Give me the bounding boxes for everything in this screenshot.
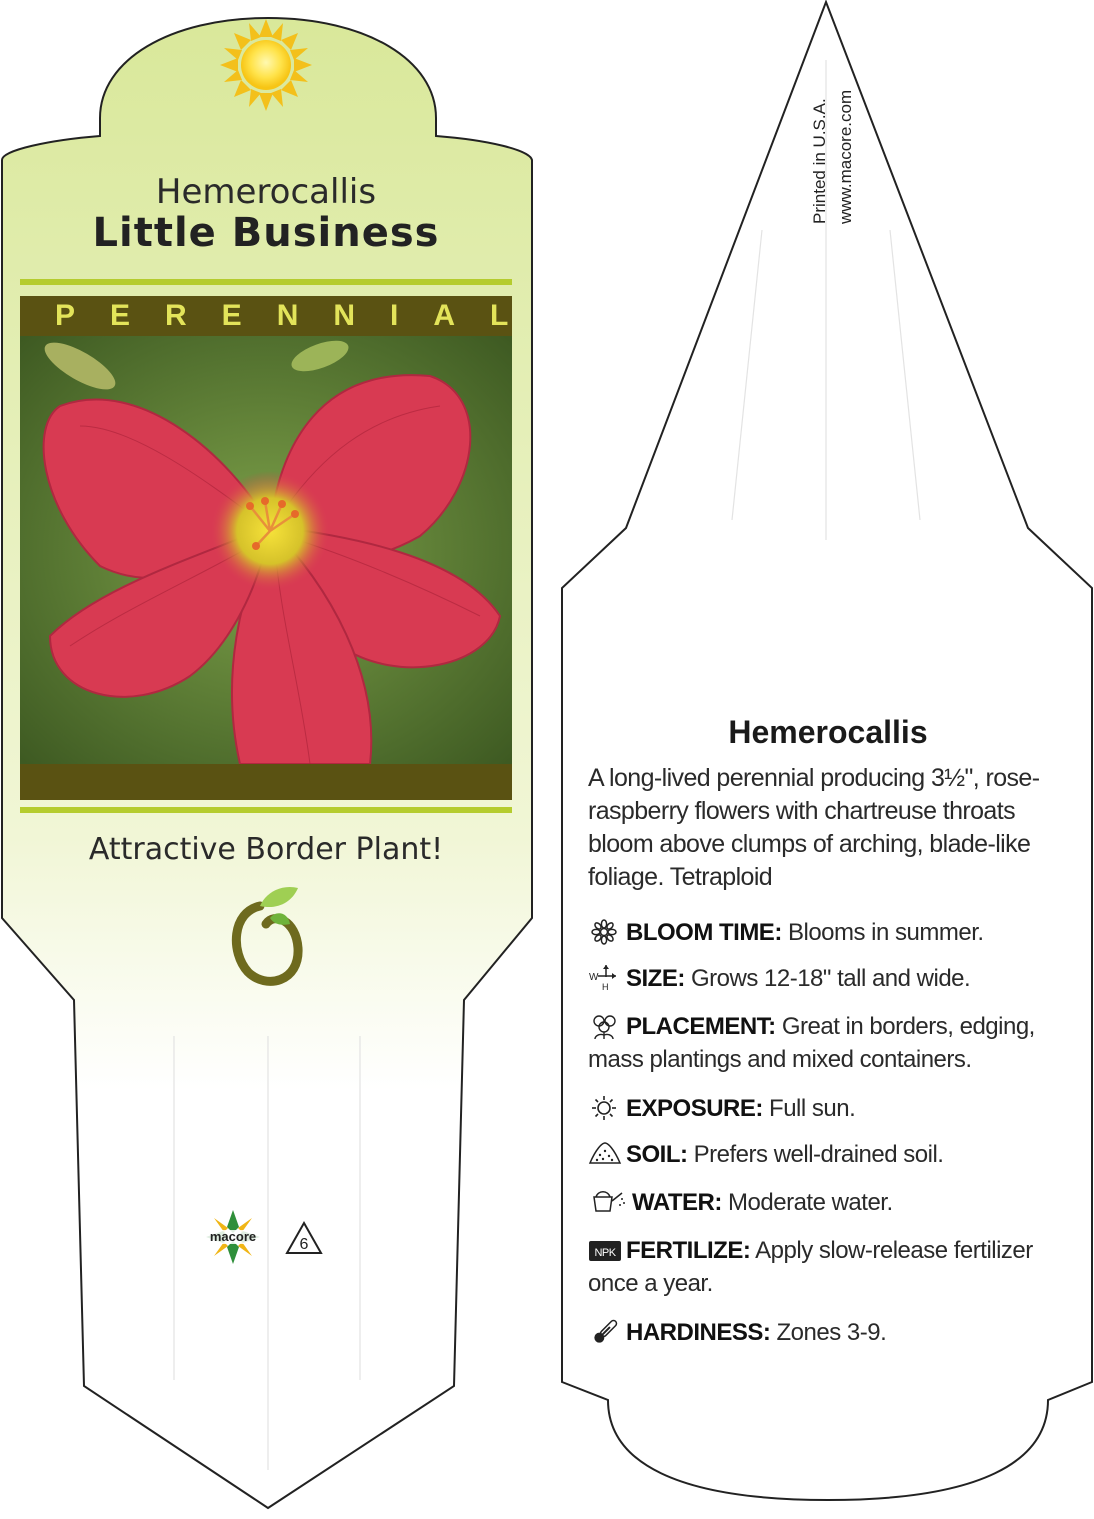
- accent-line-top: [20, 279, 512, 285]
- accent-line-bottom: [20, 807, 512, 813]
- care-row-hardiness: [588, 1316, 1074, 1349]
- care-row-fertilize: [588, 1234, 1074, 1300]
- soil-icon: [588, 1141, 622, 1167]
- hardiness-label: HARDINESS:: [626, 1319, 771, 1346]
- soil-label: SOIL:: [626, 1141, 688, 1168]
- bloom-time-value: Blooms in summer.: [781, 919, 984, 946]
- recycle-code-icon: [284, 1220, 324, 1258]
- size-icon: [588, 963, 622, 989]
- photo-bottom-band: [20, 764, 512, 800]
- sun-icon: [588, 1095, 622, 1121]
- care-row-soil: [588, 1138, 1074, 1171]
- flower-photo: [20, 336, 512, 764]
- size-label: SIZE:: [626, 965, 685, 992]
- printed-in-text: Printed in U.S.A.: [810, 98, 829, 224]
- size-value: Grows 12-18" tall and wide.: [684, 965, 971, 992]
- watering-can-icon: [588, 1189, 628, 1215]
- macore-logo-text: macore: [209, 1229, 257, 1244]
- care-row-placement: [588, 1010, 1074, 1076]
- back-title: Hemerocallis: [728, 714, 928, 750]
- thermometer-icon: [588, 1319, 622, 1345]
- svg-text:NPK: NPK: [594, 1247, 616, 1259]
- care-row-water: [588, 1186, 1074, 1219]
- front-cultivar-title: Little Business: [92, 210, 440, 256]
- category-banner: PERENNIAL: [20, 296, 512, 336]
- front-genus-title: Hemerocallis: [155, 172, 377, 212]
- recycle-code-number: 6: [299, 1236, 309, 1253]
- macore-logo: [204, 1208, 262, 1266]
- exposure-label: EXPOSURE:: [626, 1095, 763, 1122]
- bloom-time-label: BLOOM TIME:: [626, 919, 782, 946]
- front-tagline: Attractive Border Plant!: [88, 832, 444, 867]
- website-text: www.macore.com: [836, 89, 855, 224]
- soil-value: Prefers well-drained soil.: [687, 1141, 944, 1168]
- placement-value: Great in borders, edging, mass plantings and mixed containers.: [588, 1013, 1035, 1073]
- water-label: WATER:: [632, 1189, 722, 1216]
- npk-icon: [588, 1237, 622, 1263]
- fertilize-label: FERTILIZE:: [626, 1237, 751, 1264]
- flower-icon: [588, 919, 622, 945]
- care-row-bloom-time: [588, 916, 1074, 949]
- hardiness-value: Zones 3-9.: [770, 1319, 887, 1346]
- plant-description: A long-lived perennial producing 3½", rose-raspberry flowers with chartreuse throats bloom above clumps of arching, blade-like foliage. Tetraploid: [588, 764, 1040, 891]
- water-value: Moderate water.: [721, 1189, 893, 1216]
- placement-icon: [588, 1013, 622, 1039]
- care-row-exposure: [588, 1092, 1074, 1125]
- fertilize-value: Apply slow-release fertilizer once a year.: [588, 1237, 1033, 1297]
- placement-label: PLACEMENT:: [626, 1013, 776, 1040]
- svg-text:W: W: [589, 972, 598, 983]
- svg-text:H: H: [602, 982, 608, 991]
- care-row-size: [588, 962, 1074, 995]
- exposure-value: Full sun.: [762, 1095, 856, 1122]
